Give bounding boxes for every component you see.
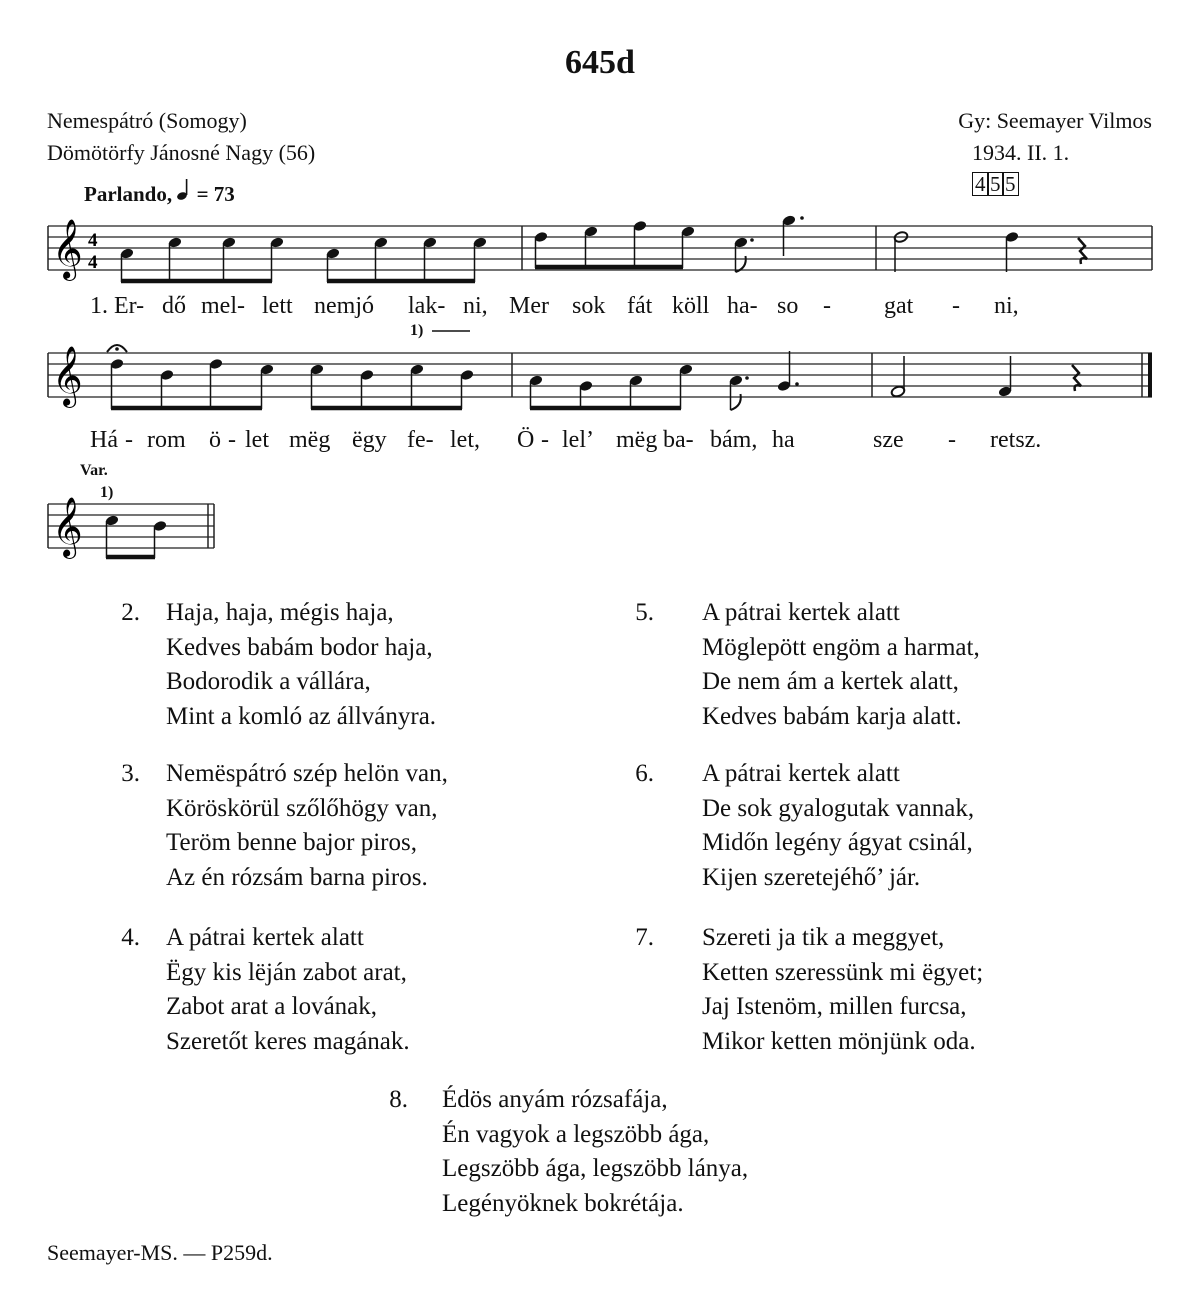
variant-mark: 1) — [100, 484, 114, 501]
stanza-lines — [166, 596, 436, 734]
lyric-syllable: - — [125, 427, 133, 453]
lyric-syllable: - — [541, 427, 549, 453]
quarter-note — [998, 356, 1013, 398]
lyric-syllable: lett — [262, 293, 293, 319]
eighth-note — [734, 236, 754, 272]
stanza-line: Mikor ketten mönjünk oda. — [702, 1027, 976, 1055]
stanza-line: Én vagyok a legszöbb ága, — [442, 1120, 710, 1148]
treble-clef-icon: 𝄞 — [52, 219, 83, 279]
lyric-syllable: let — [245, 427, 269, 453]
lyric-syllable: bám, — [710, 427, 758, 453]
lyric-syllable: köll — [672, 293, 710, 319]
staff-system-1 — [48, 214, 1152, 282]
stanza-line: Édös anyám rózsafája, — [442, 1086, 668, 1113]
stanza-number: 3. — [121, 760, 140, 787]
stanza-line: Jaj Istenöm, millen furcsa, — [702, 993, 967, 1020]
staff-system-2 — [48, 331, 1152, 410]
eighth-note — [729, 374, 749, 410]
stanza-line: De nem ám a kertek alatt, — [702, 668, 959, 695]
time-sig-top: 4 — [88, 230, 98, 251]
tempo-label: Parlando, — [84, 182, 173, 206]
stanza-number: 7. — [635, 924, 654, 951]
lyric-syllable: mëg — [289, 427, 331, 453]
lyric-syllable: so — [777, 293, 799, 319]
lyric-syllable: dő — [162, 293, 186, 319]
stanza-line: Legényöknek bokrétája. — [442, 1189, 684, 1217]
stanza-line: Szeretőt keres magának. — [166, 1027, 410, 1055]
stanza-line: A pátrai kertek alatt — [702, 760, 900, 787]
collector-label: Gy: Seemayer Vilmos — [958, 108, 1152, 133]
lyric-syllable: ba- — [663, 427, 694, 453]
lyric-syllable: sze — [873, 427, 904, 453]
stanza-number: 6. — [635, 760, 654, 787]
lyric-syllable: nemjó — [314, 293, 374, 319]
lyric-syllable: mëg — [616, 427, 658, 453]
stanza-line: Kijen szeretejéhő’ jár. — [702, 863, 921, 891]
stanza-number: 4. — [121, 924, 140, 951]
lyric-syllable: - — [948, 427, 956, 453]
box-1: 4 — [972, 172, 989, 196]
beamed-group-3 — [534, 220, 696, 268]
lyric-syllable: ni, — [463, 293, 488, 319]
place-label: Nemespátró (Somogy) — [47, 108, 247, 133]
stanza-lines — [442, 1083, 748, 1221]
box-3: 5 — [1002, 172, 1019, 196]
lyric-syllable: lel’ — [562, 427, 594, 453]
source-reference: Seemayer-MS. — P259d. — [47, 1240, 273, 1265]
performer-label: Dömötörfy Jánosné Nagy (56) — [47, 140, 316, 165]
lyric-syllable: ha- — [727, 293, 758, 319]
lyric-syllable: - — [228, 427, 236, 453]
lyric-syllable: - — [823, 293, 831, 319]
stanza-line: Nemëspátró szép helön van, — [166, 760, 448, 787]
stanza-number: 5. — [635, 599, 654, 626]
quarter-rest-icon — [1072, 365, 1081, 391]
treble-clef-icon: 𝄞 — [52, 346, 83, 406]
quarter-note — [1005, 231, 1020, 272]
lyric-syllable: Ö — [517, 427, 535, 453]
lyric-syllable: retsz. — [990, 427, 1042, 453]
stanza-line: Teröm benne bajor piros, — [166, 829, 417, 856]
beamed-group-variant — [105, 514, 168, 558]
stanza-lines — [166, 921, 410, 1059]
lyric-syllable: fe- — [407, 427, 434, 453]
stanza-line: Zabot arat a lovának, — [166, 993, 378, 1020]
lyric-syllable: lak- — [408, 293, 446, 319]
lyric-syllable: ha — [772, 427, 795, 453]
dotted-quarter-note — [782, 214, 804, 256]
time-sig-bottom: 4 — [88, 252, 98, 273]
treble-clef-icon: 𝄞 — [52, 497, 83, 557]
stanza-line: Az én rózsám barna piros. — [166, 863, 428, 891]
lyric-syllable: let, — [450, 427, 480, 453]
lyric-syllable: sok — [572, 293, 606, 319]
lyric-syllable: ni, — [994, 293, 1019, 319]
lyric-syllable: ö — [209, 427, 221, 453]
beamed-group-4 — [110, 358, 275, 409]
variant-label: Var. — [80, 462, 108, 479]
stanza-line: Midőn legény ágyat csinál, — [702, 829, 973, 856]
stanza-lines — [702, 921, 983, 1059]
stanza-line: Bodorodik a vállára, — [166, 668, 371, 695]
half-note — [890, 356, 905, 398]
page-title: 645d — [565, 44, 635, 81]
stanza-lines — [702, 757, 974, 895]
lyric-syllable: rom — [147, 427, 186, 453]
stanza-line: Mint a komló az állványra. — [166, 702, 437, 730]
stanza-line: A pátrai kertek alatt — [166, 924, 364, 951]
stanza-lines — [166, 757, 448, 895]
stanza-line: A pátrai kertek alatt — [702, 599, 900, 626]
stanza-line: Haja, haja, mégis haja, — [166, 599, 394, 626]
lyric-syllable: gat — [884, 293, 914, 319]
staff-variant — [48, 497, 214, 559]
stanza-line: Kedves babám bodor haja, — [166, 633, 433, 661]
stanza-line: Möglepött engöm a harmat, — [702, 633, 980, 661]
footnote-mark: 1) — [410, 322, 424, 339]
stanza-line: Szereti ja tik a meggyet, — [702, 924, 945, 951]
stanza-lines — [702, 596, 980, 734]
lyric-syllable: Mer — [509, 293, 549, 319]
stanza-line: Ketten szeressünk mi ëgyet; — [702, 958, 984, 986]
lyric-syllable: fát — [627, 293, 653, 319]
stanza-number: 8. — [389, 1086, 408, 1113]
stanza-line: Legszöbb ága, legszöbb lánya, — [442, 1155, 749, 1182]
lyric-syllable: - — [952, 293, 960, 319]
stanza-line: De sok gyalogutak vannak, — [702, 794, 975, 822]
stanza-line: Kedves babám karja alatt. — [702, 702, 962, 730]
lyric-syllable: Há — [90, 427, 118, 453]
lyric-syllable: mel- — [201, 293, 245, 319]
stanza-number: 2. — [121, 599, 140, 626]
stanza-line: Köröskörül szőlőhögy van, — [166, 794, 438, 822]
lyric-syllable: ëgy — [352, 427, 387, 453]
box-2: 5 — [987, 172, 1004, 196]
stanza-line: Ëgy kis lëján zabot arat, — [166, 958, 407, 986]
lyric-syllable: 1. Er- — [90, 293, 145, 319]
quarter-rest-icon — [1078, 238, 1087, 264]
tempo-value: = 73 — [196, 182, 235, 206]
date-label: 1934. II. 1. — [972, 140, 1070, 165]
